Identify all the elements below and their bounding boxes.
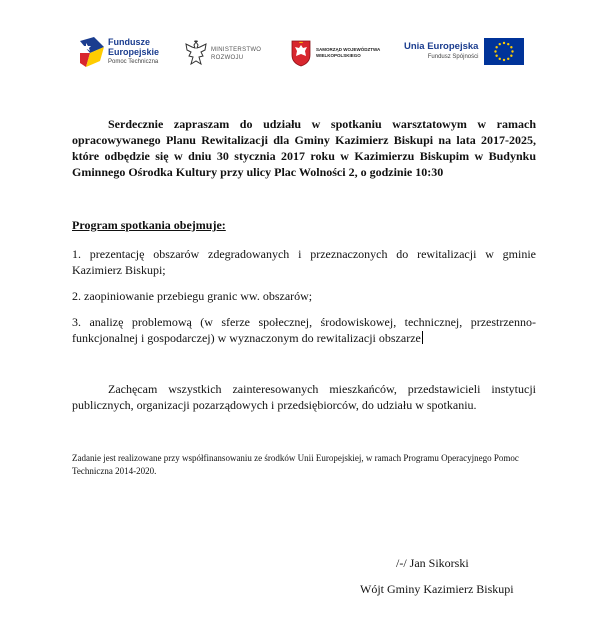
samorzad-wielkopolski-logo [291,39,380,67]
unia-europejska-logo [404,38,524,65]
invite-paragraph [72,381,536,413]
samorzad-line2: WIELKOPOLSKIEGO [316,53,361,58]
signature-name: /-/ Jan Sikorski [396,556,469,570]
unia-line1: Unia Europejska [404,40,479,52]
eu-star-icon [496,55,498,57]
fundusze-line1: Fundusze [108,37,150,47]
white-eagle-emblem-icon [185,40,207,68]
logo-bar [0,30,606,80]
intro-text: Serdecznie zapraszam do udziału w spotkaniu warsztatowym w ramach opracowywanego Planu Rewitalizacji dla Gminy Kazimierz Biskupi na lata 2017-2025, które odbędzie się w dniu 30 stycznia 2017 roku w Kazimierzu Biskupim w Budynku Gminnego Ośrodka Kultury przy ulicy Plac Wolności 2, o godzinie 10:30 [72,117,536,179]
fundusze-europejskie-flag-icon [80,37,104,67]
eu-star-icon [496,46,498,48]
eu-star-icon [499,43,501,45]
program-item-3 [72,314,536,346]
ministerstwo-rozwoju-logo [185,40,261,68]
fundusze-line3: Pomoc Techniczna [108,59,159,65]
samorzad-line1: SAMORZĄD WOJEWÓDZTWA [316,47,381,52]
unia-line2: Fundusz Spójności [427,53,479,60]
program-heading: Program spotkania obejmuje: [72,218,226,232]
signature-title: Wójt Gminy Kazimierz Biskupi [360,582,514,596]
eu-star-icon [512,50,514,52]
eu-star-icon [508,43,510,45]
program-item-3-text: 3. analizę problemową (w sferze społecznej, środowiskowej, technicznej, przestrzenno-funkcjonalnej i gospodarczej) w wyznaczonym do rewitalizacji obszarze [72,315,536,345]
eu-star-icon [495,50,497,52]
text-cursor [422,331,423,344]
eu-star-icon [503,59,505,61]
fundusze-line2: Europejskie [108,47,160,57]
fundusze-europejskie-logo [80,37,159,67]
eu-star-icon [511,46,513,48]
program-item-2: 2. zaopiniowanie przebiegu granic ww. obszarów; [72,289,313,303]
intro-paragraph [72,116,536,180]
invite-text: Zachęcam wszystkich zainteresowanych mieszkańców, przedstawicieli instytucji publicznych, organizacji pozarządowych i przedsiębiorców, do udziału w spotkaniu. [72,382,536,412]
eu-star-icon [499,58,501,60]
ministerstwo-line2: ROZWOJU [211,55,244,61]
eu-star-icon [508,58,510,60]
eu-star-icon [511,55,513,57]
wielkopolska-coat-of-arms-icon [291,39,311,67]
ministerstwo-line1: MINISTERSTWO [211,47,262,53]
program-item-1: 1. prezentację obszarów zdegradowanych i przeznaczonych do rewitalizacji w gminie Kazimierz Biskupi; [72,247,536,277]
funding-note: Zadanie jest realizowane przy współfinansowaniu ze środków Unii Europejskiej, w ramach Programu Operacyjnego Pomoc Techniczna 2014-2020. [72,453,519,476]
eu-flag-icon [484,38,524,65]
eu-star-icon [503,42,505,44]
